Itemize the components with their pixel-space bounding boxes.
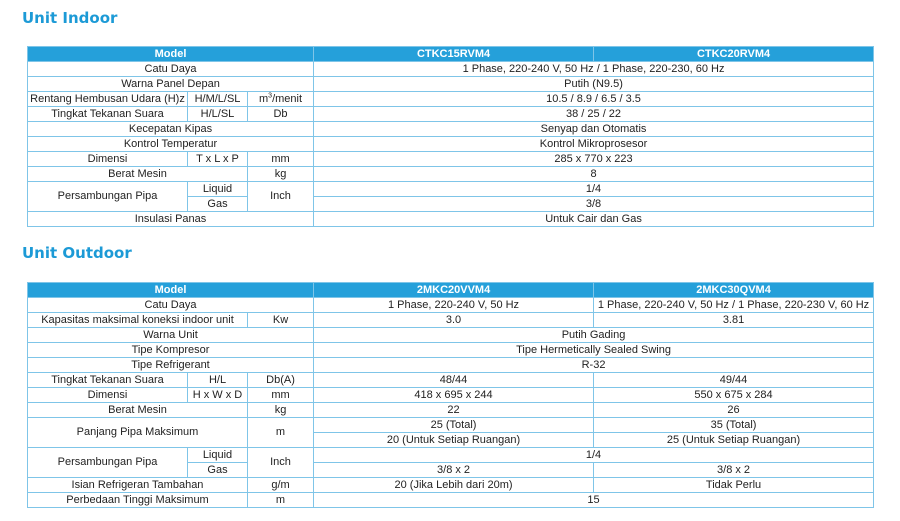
row-value: 418 x 695 x 244 [314,388,594,403]
row-unit: m [248,493,314,508]
row-value: 1/4 [314,182,874,197]
row-value: 38 / 25 / 22 [314,107,874,122]
table-row [28,92,874,107]
table-row [28,418,874,433]
row-unit: mm [248,388,314,403]
header-model-1: CTKC15RVM4 [314,47,594,62]
row-value: 3/8 x 2 [314,463,594,478]
table-row [28,182,874,197]
row-value: 20 (Untuk Setiap Ruangan) [314,433,594,448]
row-unit: kg [248,403,314,418]
row-value: 22 [314,403,594,418]
table-row [28,358,874,373]
row-label: Perbedaan Tinggi Maksimum [28,493,248,508]
row-label: Tingkat Tekanan Suara [28,107,188,122]
row-unit: m [248,418,314,448]
table-row [28,152,874,167]
row-value: 3.81 [594,313,874,328]
row-label: Kapasitas maksimal koneksi indoor unit [28,313,248,328]
row-value: 550 x 675 x 284 [594,388,874,403]
row-sublabel: Liquid [188,182,248,197]
indoor-spec-table [27,46,874,227]
row-unit: Inch [248,448,314,478]
table-row [28,167,874,182]
row-unit: Db [248,107,314,122]
row-sublabel: Gas [188,197,248,212]
row-label: Warna Unit [28,328,314,343]
row-value: Untuk Cair dan Gas [314,212,874,227]
table-row [28,107,874,122]
table-row [28,298,874,313]
table-row [28,212,874,227]
row-sublabel: Gas [188,463,248,478]
row-label: Panjang Pipa Maksimum [28,418,248,448]
row-value: 49/44 [594,373,874,388]
row-label: Tipe Kompresor [28,343,314,358]
outdoor-spec-table [27,282,874,508]
table-row [28,448,874,463]
table-row [28,388,874,403]
row-unit: g/m [248,478,314,493]
table-row [28,373,874,388]
row-label: Dimensi [28,152,188,167]
header-model-1: 2MKC20VVM4 [314,283,594,298]
table-header-row [28,47,874,62]
row-value: 3.0 [314,313,594,328]
table-row [28,313,874,328]
row-sublabel: H/L [188,373,248,388]
table-row [28,403,874,418]
row-value: 3/8 [314,197,874,212]
row-label: Kecepatan Kipas [28,122,314,137]
row-value: 1 Phase, 220-240 V, 50 Hz / 1 Phase, 220-230, 60 Hz [314,62,874,77]
row-label: Kontrol Temperatur [28,137,314,152]
header-model-2: CTKC20RVM4 [594,47,874,62]
row-value: 10.5 / 8.9 / 6.5 / 3.5 [314,92,874,107]
row-unit: Inch [248,182,314,212]
row-label: Tingkat Tekanan Suara [28,373,188,388]
row-value: 1/4 [314,448,874,463]
row-value: Tipe Hermetically Sealed Swing [314,343,874,358]
row-value: 48/44 [314,373,594,388]
row-value: 285 x 770 x 223 [314,152,874,167]
table-row [28,62,874,77]
table-row [28,328,874,343]
row-unit: kg [248,167,314,182]
table-row [28,137,874,152]
row-sublabel: H/L/SL [188,107,248,122]
row-value: 26 [594,403,874,418]
row-value: 25 (Total) [314,418,594,433]
row-value: 1 Phase, 220-240 V, 50 Hz [314,298,594,313]
row-value: Senyap dan Otomatis [314,122,874,137]
row-value: R-32 [314,358,874,373]
table-row [28,77,874,92]
table-row [28,122,874,137]
indoor-section-title: Unit Indoor [22,9,118,27]
row-value: 25 (Untuk Setiap Ruangan) [594,433,874,448]
row-label: Catu Daya [28,298,314,313]
header-model-2: 2MKC30QVM4 [594,283,874,298]
row-value: Putih (N9.5) [314,77,874,92]
row-label: Warna Panel Depan [28,77,314,92]
table-row [28,343,874,358]
row-value: 35 (Total) [594,418,874,433]
row-value: 20 (Jika Lebih dari 20m) [314,478,594,493]
row-label: Isian Refrigeran Tambahan [28,478,248,493]
row-label: Persambungan Pipa [28,448,188,478]
row-sublabel: H x W x D [188,388,248,403]
row-label: Tipe Refrigerant [28,358,314,373]
row-value: Putih Gading [314,328,874,343]
row-unit: $m^3$/menit [248,92,314,107]
outdoor-section-title: Unit Outdoor [22,244,132,262]
table-header-row [28,283,874,298]
row-unit: Db(A) [248,373,314,388]
row-value: 15 [314,493,874,508]
header-model: Model [28,47,314,62]
row-sublabel: Liquid [188,448,248,463]
row-label: Catu Daya [28,62,314,77]
row-value: 8 [314,167,874,182]
row-label: Rentang Hembusan Udara (H)z [28,92,188,107]
row-label: Dimensi [28,388,188,403]
row-value: 1 Phase, 220-240 V, 50 Hz / 1 Phase, 220-230 V, 60 Hz [594,298,874,313]
row-value: Tidak Perlu [594,478,874,493]
table-row [28,478,874,493]
row-value: 3/8 x 2 [594,463,874,478]
row-label: Berat Mesin [28,167,248,182]
row-sublabel: H/M/L/SL [188,92,248,107]
header-model: Model [28,283,314,298]
row-label: Berat Mesin [28,403,248,418]
row-value: Kontrol Mikroprosesor [314,137,874,152]
row-sublabel: T x L x P [188,152,248,167]
row-label: Persambungan Pipa [28,182,188,212]
row-unit: Kw [248,313,314,328]
row-label: Insulasi Panas [28,212,314,227]
table-row [28,493,874,508]
row-unit: mm [248,152,314,167]
